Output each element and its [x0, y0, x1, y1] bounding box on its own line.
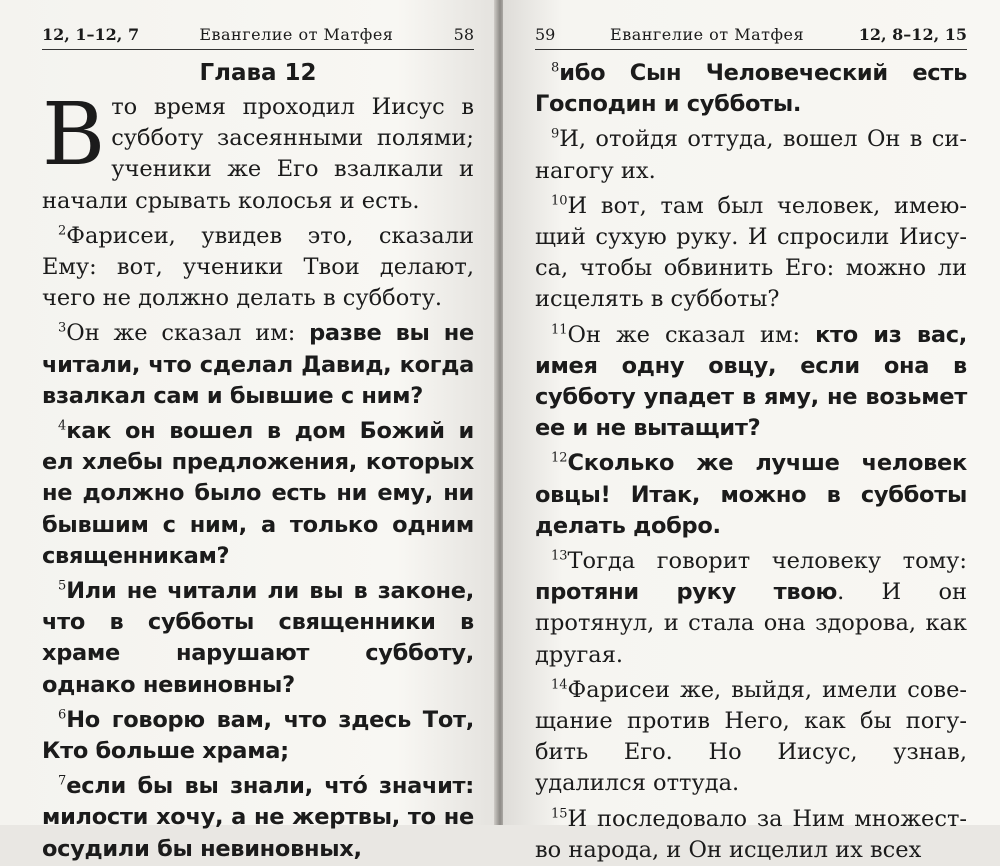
verse-text-emphasis: разве вы не читали, что сделал Давид, когда взалкал сам и бывшие с ним? — [42, 320, 474, 409]
verse — [42, 85, 474, 217]
left-page — [0, 0, 497, 862]
verse — [535, 675, 967, 800]
left-running-title: Евангелие от Матфея — [199, 25, 394, 44]
verse-text-emphasis: Но говорю вам, что здесь Тот, Кто больше храма; — [42, 706, 474, 765]
verse-number: 5 — [58, 578, 67, 594]
verse — [42, 221, 474, 315]
verse — [42, 318, 474, 412]
verse-number: 13 — [551, 548, 568, 564]
left-page-header — [42, 26, 474, 50]
verse-text: Он же сказал им: — [66, 320, 310, 347]
verse-text: И последовало за Ним множество народа, и Он исцелил их всех — [535, 805, 967, 863]
verse-text-emphasis: протяни руку твою — [535, 579, 838, 606]
verse — [42, 705, 474, 767]
verse-number: 7 — [58, 773, 67, 789]
left-verse-list — [42, 85, 474, 865]
verse-text: И, отойдя оттуда, вошел Он в синагогу их. — [535, 126, 967, 184]
chapter-title: Глава 12 — [199, 60, 317, 86]
verse-number: 3 — [58, 320, 67, 336]
verse-text: Он же сказал им: — [567, 321, 816, 348]
verse-number: 4 — [58, 418, 67, 434]
right-verse-range: 12, 8–12, 15 — [858, 25, 967, 44]
right-page-header — [535, 26, 967, 50]
verse — [535, 448, 967, 542]
verse-text: то время проходил Иисус в субботу засеянными полями; ученики же Его взалкали и начали срывать колосья и есть. — [42, 94, 474, 214]
verse-number: 11 — [551, 322, 568, 338]
verse-text: Фарисеи же, выйдя, имели совещание против Него, как бы погубить Его. Но Иисус, узнав, удалился оттуда. — [535, 676, 967, 797]
verse-number: 15 — [551, 806, 568, 822]
verse-text: Тогда говорит человеку тому: — [567, 548, 967, 575]
verse — [535, 124, 967, 186]
verse — [42, 576, 474, 701]
right-page — [503, 0, 1000, 863]
verse — [42, 416, 474, 572]
verse-text-emphasis: ибо Сын Человеческий есть Господин и субботы. — [535, 60, 967, 118]
left-page-number: 58 — [453, 25, 474, 44]
verse-number: 10 — [551, 193, 568, 209]
verse-text-emphasis: Или не читали ли вы в законе, что в субботы священники в храме нарушают субботу, однако невиновны? — [42, 578, 474, 698]
verse-number: 12 — [551, 451, 568, 466]
verse — [535, 546, 967, 671]
verse-text: И вот, там был человек, имеющий сухую руку. И спросили Иисуса, чтобы обвинить Его: можно ли исцелять в субботы? — [535, 192, 967, 313]
verse-text: Фарисеи, увидев это, сказали Ему: вот, ученики Твои делают, чего не должно делать в субботу. — [42, 222, 474, 312]
verse-text-emphasis: Сколько же лучше человек овцы! Итак, можно в субботы делать добро. — [535, 450, 967, 539]
verse — [535, 804, 967, 866]
verse — [535, 191, 967, 316]
drop-cap: В — [42, 85, 106, 185]
right-page-number: 59 — [535, 25, 556, 44]
verse-number: 8 — [551, 60, 560, 76]
verse — [535, 320, 967, 445]
right-page-body — [535, 58, 967, 866]
verse-text-emphasis: если бы вы знали, что́ значит: милости хочу, а не жертвы, то не осудили бы невиновных, — [42, 773, 474, 862]
verse — [535, 58, 967, 120]
left-verse-range: 12, 1–12, 7 — [42, 25, 140, 44]
verse-text: . И он протянул, и стала она здорова, как другая. — [535, 579, 968, 668]
verse-number: 14 — [551, 677, 568, 693]
verse-text-emphasis: как он вошел в дом Божий и ел хлебы предложения, которых не должно было есть ни ему, ни бывшим с ним, а только одним священникам? — [42, 418, 474, 569]
verse-text-emphasis: кто из вас, имея одну овцу, если она в субботу упадет в яму, не возьмет ее и не вытащит? — [535, 321, 967, 442]
verse-number: 6 — [58, 707, 67, 723]
verse-number: 2 — [58, 223, 67, 239]
verse — [42, 771, 474, 865]
right-verse-list — [535, 58, 967, 866]
left-page-body — [42, 58, 474, 865]
right-running-title: Евангелие от Матфея — [610, 25, 805, 44]
verse-number: 9 — [551, 126, 560, 142]
